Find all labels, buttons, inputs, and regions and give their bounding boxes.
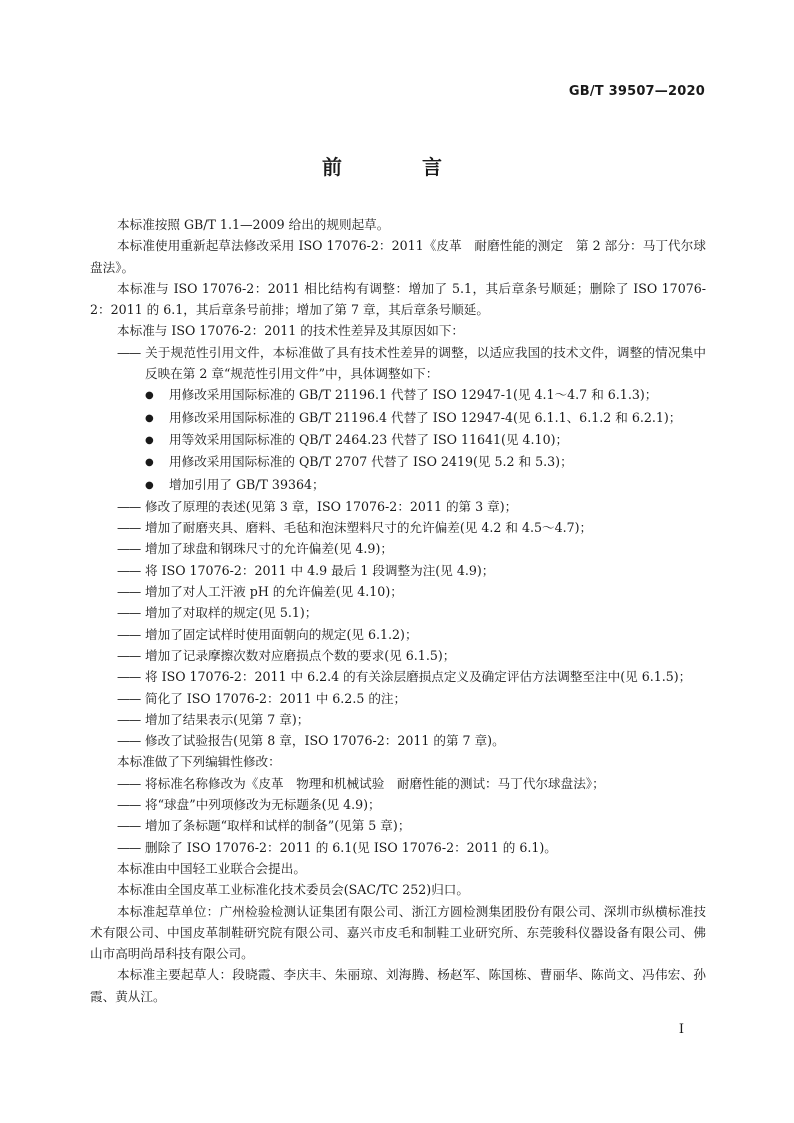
list-item-text: 简化了 ISO 17076-2：2011 中 6.2.5 的注； — [145, 690, 407, 706]
bullet-list-item — [90, 384, 706, 406]
paragraph: 本标准使用重新起草法修改采用 ISO 17076-2：2011《皮革 耐磨性能的测定 第 2 部分：马丁代尔球盘法》。 — [90, 238, 706, 275]
list-item-text: 修改了原理的表述(见第 3 章，ISO 17076-2：2011 的第 3 章)； — [145, 498, 518, 514]
page-number: I — [678, 1022, 684, 1037]
list-item-text: 增加了耐磨夹具、磨料、毛毡和泡沫塑料尺寸的允许偏差(见 4.2 和 4.5～4.7)； — [145, 520, 593, 536]
dash-mark: —— — [117, 344, 141, 360]
dash-list-item — [90, 496, 706, 517]
dash-list-item — [90, 602, 706, 623]
dash-list-item — [90, 342, 706, 385]
list-item-text: 增加引用了 GB/T 39364； — [169, 476, 325, 492]
dash-mark: —— — [117, 562, 141, 578]
dash-mark: —— — [117, 839, 141, 855]
bullet-icon: ● — [145, 457, 154, 469]
page-title: 前 言 — [322, 155, 472, 179]
document-body — [90, 214, 706, 1007]
bullet-list-item — [90, 474, 706, 496]
list-item-text: 删除了 ISO 17076-2：2011 的 6.1(见 ISO 17076-2：2011 的 6.1)。 — [145, 839, 557, 855]
dash-list-item — [90, 666, 706, 687]
dash-mark: —— — [117, 541, 141, 557]
dash-mark: —— — [117, 626, 141, 642]
dash-mark: —— — [117, 711, 141, 727]
list-item-text: 增加了记录摩擦次数对应磨损点个数的要求(见 6.1.5)； — [145, 647, 456, 663]
bullet-list-item — [90, 451, 706, 473]
list-item-text: 增加了对人工汗液 pH 的允许偏差(见 4.10)； — [145, 584, 403, 600]
list-item-text: 用修改采用国际标准的 GB/T 21196.4 代替了 ISO 12947-4(见 6.1.1、6.1.2 和 6.2.1)； — [169, 409, 682, 425]
bullet-list-item — [90, 407, 706, 429]
dash-mark: —— — [117, 584, 141, 600]
dash-mark: —— — [117, 605, 141, 621]
dash-list-item — [90, 624, 706, 645]
bullet-icon: ● — [145, 412, 154, 424]
dash-list-item — [90, 815, 706, 836]
dash-list-item — [90, 538, 706, 559]
standard-code: GB/T 39507—2020 — [568, 84, 705, 99]
paragraph: 本标准由中国轻工业联合会提出。 — [117, 860, 306, 876]
dash-mark: —— — [117, 498, 141, 514]
list-item-text: 增加了固定试样时使用面朝向的规定(见 6.1.2)； — [145, 626, 418, 642]
dash-list-item — [90, 794, 706, 815]
dash-mark: —— — [117, 690, 141, 706]
list-item-text: 将 ISO 17076-2：2011 中 6.2.4 的有关涂层磨损点定义及确定评估方法调整至注中(见 6.1.5)； — [145, 669, 692, 685]
dash-mark: —— — [117, 797, 141, 813]
dash-list-item — [90, 645, 706, 666]
list-item-text: 增加了条标题“取样和试样的制备”(见第 5 章)； — [145, 818, 411, 834]
list-item-text: 用等效采用国际标准的 QB/T 2464.23 代替了 ISO 11641(见 4.10)； — [169, 431, 569, 447]
dash-mark: —— — [117, 775, 141, 791]
dash-mark: —— — [117, 520, 141, 536]
list-item-text: 将标准名称修改为《皮革 物理和机械试验 耐磨性能的测试：马丁代尔球盘法》； — [145, 775, 605, 791]
dash-list-item — [90, 730, 706, 751]
bullet-icon: ● — [145, 434, 154, 446]
paragraph: 本标准由全国皮革工业标准化技术委员会(SAC/TC 252)归口。 — [117, 882, 469, 898]
dash-list-item — [90, 517, 706, 538]
dash-mark: —— — [117, 733, 141, 749]
paragraph: 本标准主要起草人：段晓霞、李庆丰、朱丽琼、刘海腾、杨赵军、陈国栋、曹丽华、陈尚文、冯伟宏、孙霞、黄从江。 — [90, 967, 706, 1004]
list-item-text: 关于规范性引用文件，本标准做了具有技术性差异的调整，以适应我国的技术文件，调整的情况集中反映在第 2 章“规范性引用文件”中，具体调整如下： — [145, 344, 706, 382]
dash-mark: —— — [117, 669, 141, 685]
list-item-text: 增加了球盘和钢珠尺寸的允许偏差(见 4.9)； — [145, 541, 393, 557]
list-item-text: 用修改采用国际标准的 GB/T 21196.1 代替了 ISO 12947-1(见 4.1～4.7 和 6.1.3)； — [169, 387, 658, 403]
dash-list-item — [90, 837, 706, 858]
paragraph: 本标准与 ISO 17076-2：2011 相比结构有调整：增加了 5.1，其后章条号顺延；删除了 ISO 17076-2：2011 的 6.1，其后章条号前排；增加了第 7 章，其后章条号顺延。 — [90, 280, 706, 318]
bullet-list-item — [90, 429, 706, 451]
dash-mark: —— — [117, 647, 141, 663]
list-item-text: 增加了结果表示(见第 7 章)； — [145, 711, 310, 727]
paragraph: 本标准做了下列编辑性修改： — [117, 754, 281, 770]
dash-list-item — [90, 773, 706, 794]
dash-list-item — [90, 560, 706, 581]
list-item-text: 将 ISO 17076-2：2011 中 4.9 最后 1 段调整为注(见 4.9)； — [145, 562, 495, 578]
list-item-text: 用修改采用国际标准的 QB/T 2707 代替了 ISO 2419(见 5.2 和 5.3)； — [169, 454, 573, 470]
dash-list-item — [90, 581, 706, 602]
list-item-text: 增加了对取样的规定(见 5.1)； — [145, 605, 318, 621]
dash-mark: —— — [117, 818, 141, 834]
bullet-icon: ● — [145, 479, 154, 491]
paragraph: 本标准按照 GB/T 1.1—2009 给出的规则起草。 — [117, 217, 390, 232]
paragraph: 本标准与 ISO 17076-2：2011 的技术性差异及其原因如下： — [117, 323, 465, 339]
list-item-text: 修改了试验报告(见第 8 章，ISO 17076-2：2011 的第 7 章)。 — [145, 733, 505, 749]
dash-list-item — [90, 688, 706, 709]
list-item-text: 将“球盘”中列项修改为无标题条(见 4.9)； — [145, 797, 381, 813]
bullet-icon: ● — [145, 390, 154, 402]
dash-list-item — [90, 709, 706, 730]
paragraph: 本标准起草单位：广州检验检测认证集团有限公司、浙江方圆检测集团股份有限公司、深圳市纵横标准技术有限公司、中国皮革制鞋研究院有限公司、嘉兴市皮毛和制鞋工业研究所、东莞骏科仪器设备有限公司、佛山市高明尚昂科技有限公司。 — [90, 903, 706, 962]
